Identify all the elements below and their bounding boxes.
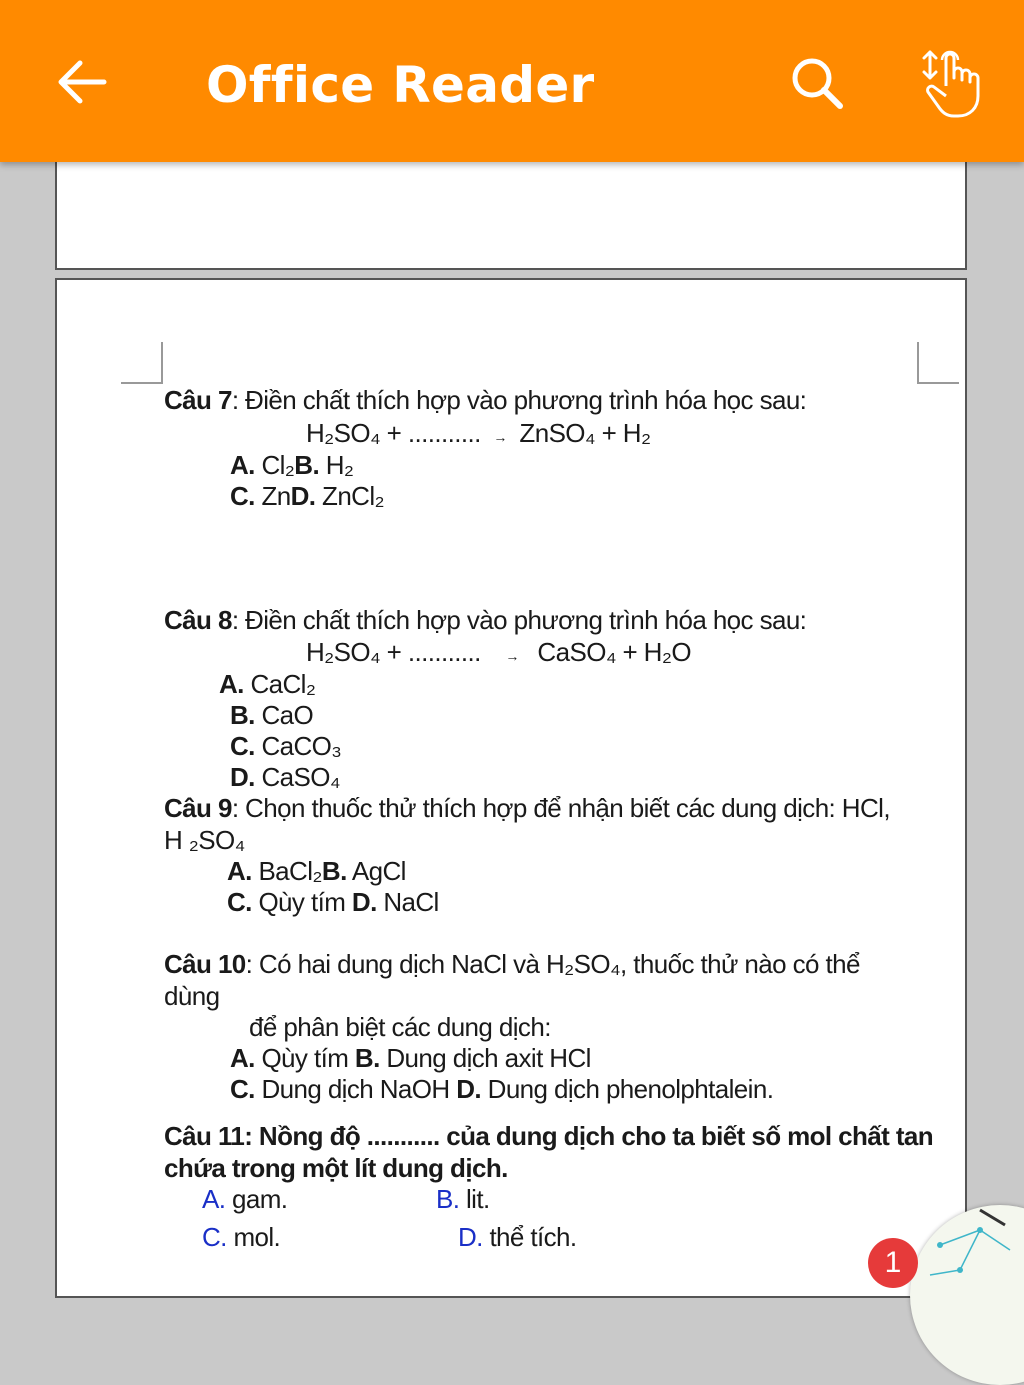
- question-11-option-b: B. lit.: [436, 1184, 490, 1214]
- document-page: [55, 278, 967, 1298]
- document-content: [57, 280, 965, 1296]
- app-bar: [0, 0, 1024, 162]
- arrow-left-icon: [56, 58, 108, 106]
- question-7-options-ab: A. Cl₂B. H₂: [230, 450, 354, 480]
- search-button[interactable]: [786, 52, 850, 116]
- question-8-equation: H₂SO₄ + ........... → CaSO₄ + H₂O: [306, 637, 691, 667]
- question-9-options-cd: C. Qùy tím D. NaCl: [227, 887, 439, 917]
- app-title: Office Reader: [206, 56, 595, 114]
- question-9: Câu 9: Chọn thuốc thử thích hợp để nhận biết các dung dịch: HCl,: [164, 793, 890, 823]
- question-11-continued: chứa trong một lít dung dịch.: [164, 1153, 508, 1183]
- question-10-continued-2: để phân biệt các dung dịch:: [249, 1012, 551, 1042]
- question-10-continued: dùng: [164, 981, 220, 1011]
- question-11-option-a: A. gam.: [202, 1184, 288, 1214]
- question-8-option-b: B. CaO: [230, 700, 314, 730]
- search-icon: [786, 52, 850, 116]
- question-7-equation: H₂SO₄ + ........... → ZnSO₄ + H₂: [306, 418, 651, 448]
- document-page-previous: [55, 150, 967, 270]
- floating-chat-bubble[interactable]: [910, 1205, 1024, 1385]
- question-11-option-c: C. mol.: [202, 1222, 281, 1252]
- question-8-option-d: D. CaSO₄: [230, 762, 340, 792]
- question-8-option-a: A. CaCl₂: [219, 669, 316, 699]
- notification-badge[interactable]: 1: [868, 1238, 918, 1288]
- scroll-mode-button[interactable]: [916, 44, 996, 124]
- question-10-options-cd: C. Dung dịch NaOH D. Dung dịch phenolphtalein.: [230, 1074, 774, 1104]
- question-10: Câu 10: Có hai dung dịch NaCl và H₂SO₄, thuốc thử nào có thể: [164, 949, 860, 979]
- back-button[interactable]: [52, 52, 112, 112]
- question-7-options-cd: C. ZnD. ZnCl₂: [230, 481, 385, 511]
- question-9-options-ab: A. BaCl₂B. AgCl: [227, 856, 406, 886]
- question-8: Câu 8: Điền chất thích hợp vào phương trình hóa học sau:: [164, 605, 807, 635]
- question-10-options-ab: A. Qùy tím B. Dung dịch axit HCl: [230, 1043, 591, 1073]
- question-8-option-c: C. CaCO₃: [230, 731, 342, 761]
- question-11-option-d: D. thể tích.: [458, 1222, 577, 1252]
- network-pattern-icon: [910, 1205, 1024, 1280]
- question-11: Câu 11: Nồng độ ........... của dung dịch cho ta biết số mol chất tan: [164, 1121, 934, 1151]
- touch-scroll-icon: [916, 44, 996, 124]
- question-7: Câu 7: Điền chất thích hợp vào phương trình hóa học sau:: [164, 385, 807, 415]
- question-9-continued: H ₂SO₄: [164, 825, 245, 855]
